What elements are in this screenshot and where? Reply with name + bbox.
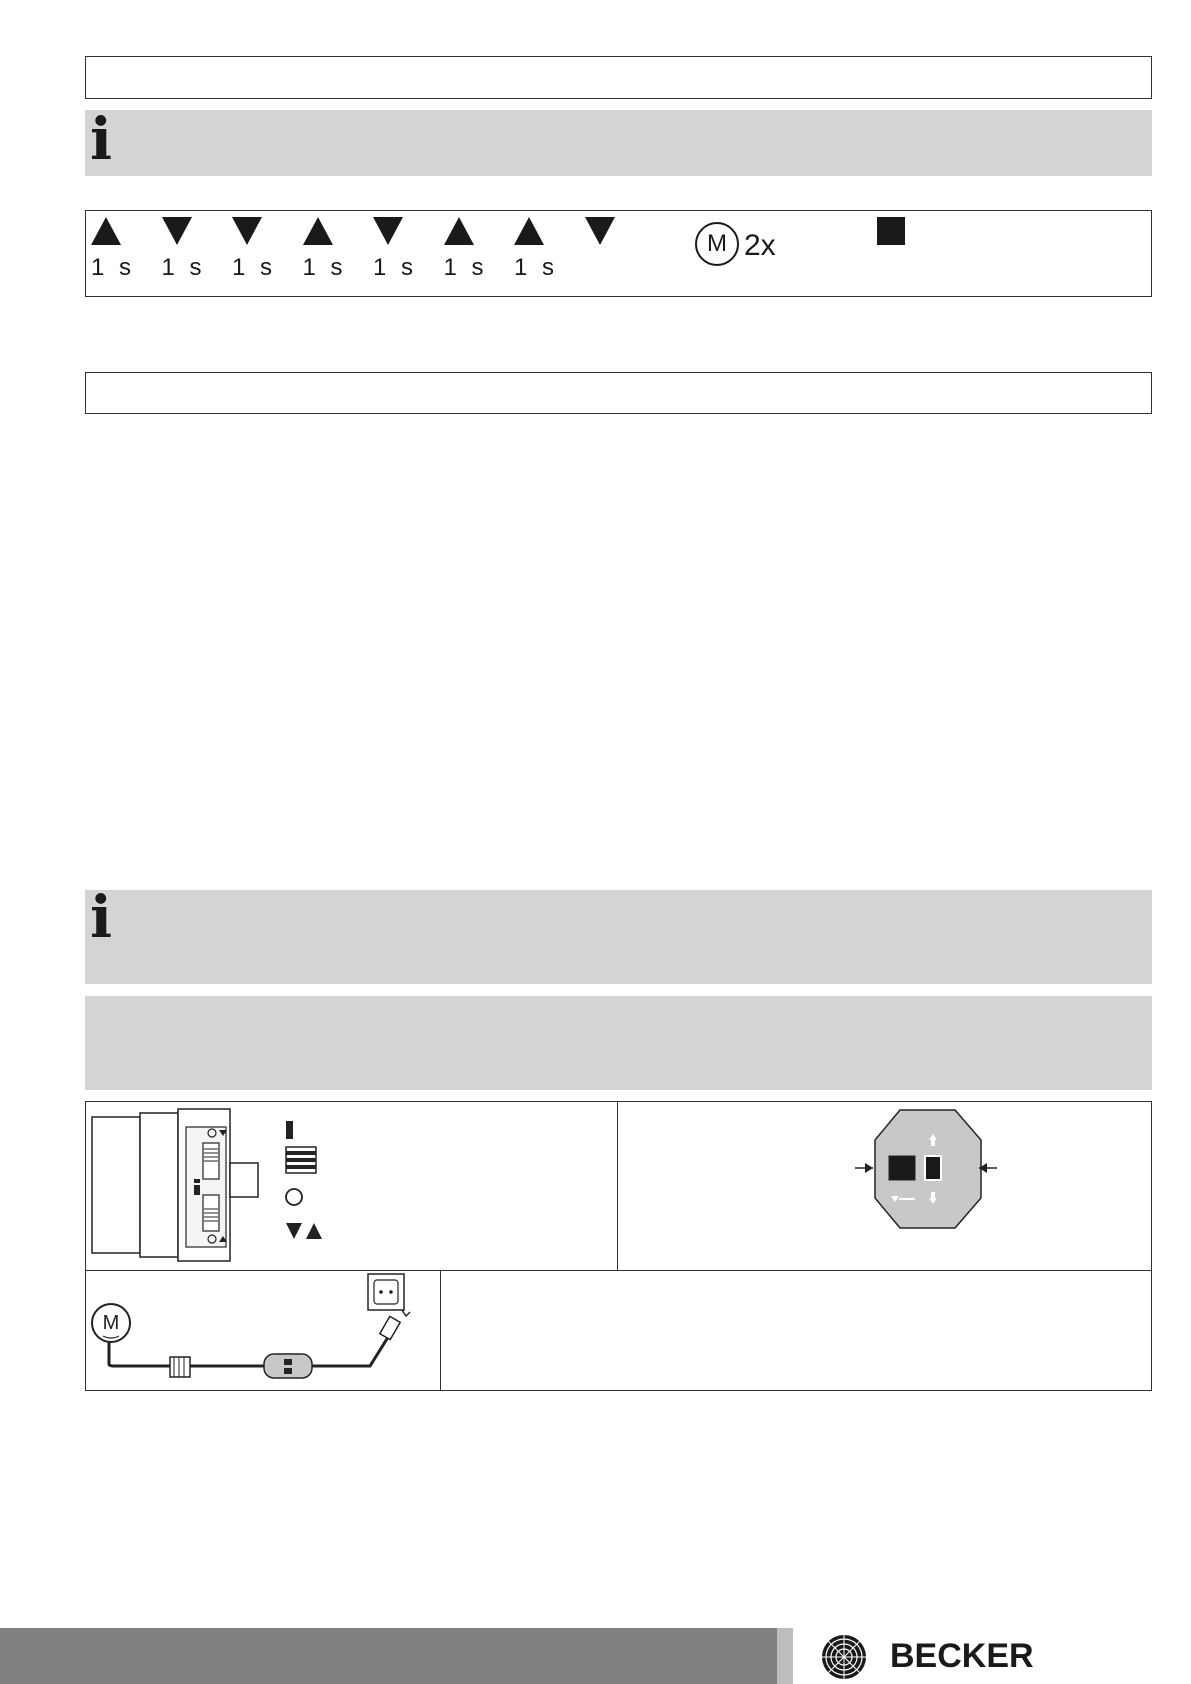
up-arrow-icon (303, 217, 333, 245)
step-duration: 1 s (91, 254, 136, 281)
footer-bar (0, 1628, 777, 1684)
motor-head-drawing (90, 1105, 630, 1267)
stop-icon (877, 217, 905, 245)
info-icon: i (90, 105, 113, 173)
down-arrow-icon (232, 217, 262, 245)
brand-name: BECKER (890, 1637, 1034, 1675)
info-note-1 (85, 105, 1152, 176)
switch-unit-drawing (855, 1108, 1015, 1234)
down-arrow-icon (373, 217, 403, 245)
down-arrow-icon (162, 217, 192, 245)
up-arrow-icon (91, 217, 121, 245)
step-duration: 1 s (514, 254, 559, 281)
step-duration: 1 s (373, 254, 418, 281)
note-box (85, 996, 1152, 1090)
motor-label: M (707, 230, 727, 257)
diagram-motor-label: M (102, 1312, 120, 1334)
table-divider-vertical-bottom (440, 1270, 441, 1391)
motor-count: 2x (744, 229, 776, 262)
down-arrow-icon (585, 217, 615, 245)
up-arrow-icon (444, 217, 474, 245)
step-duration: 1 s (443, 254, 488, 281)
motor-icon (695, 222, 739, 266)
step-duration: 1 s (302, 254, 347, 281)
footer-separator (777, 1628, 793, 1684)
header-frame (85, 56, 1152, 99)
section-frame (85, 372, 1152, 414)
info-note-2 (85, 883, 1152, 984)
motor-cable-drawing (88, 1272, 438, 1390)
step-duration: 1 s (232, 254, 277, 281)
step-duration: 1 s (161, 254, 206, 281)
table-divider-horizontal (85, 1270, 1152, 1271)
up-arrow-icon (514, 217, 544, 245)
info-icon: i (90, 883, 113, 951)
becker-logo-icon (820, 1633, 868, 1681)
